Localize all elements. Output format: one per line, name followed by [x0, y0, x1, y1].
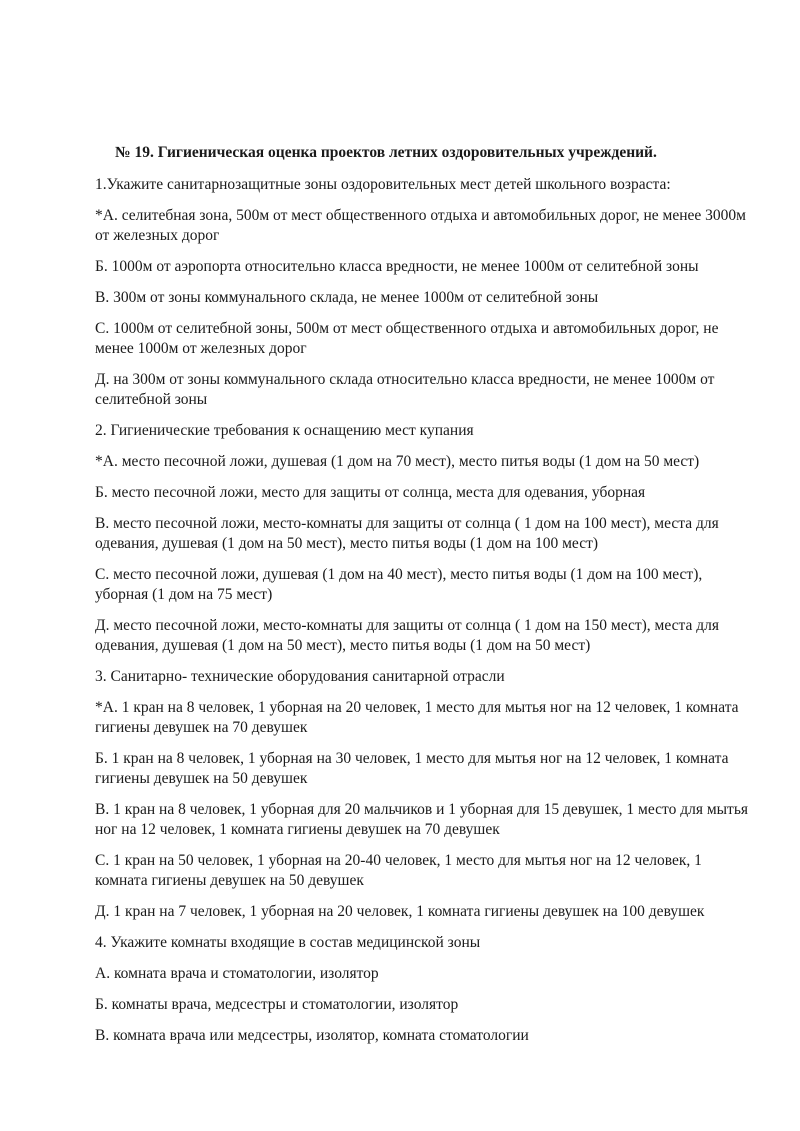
question-3-option-a: *А. 1 кран на 8 человек, 1 уборная на 20 человек, 1 место для мытья ног на 12 человек, 1 комната гигиены девушек на 70 девушек: [95, 699, 739, 736]
document-title: № 19. Гигиеническая оценка проектов летних оздоровительных учреждений.: [115, 144, 657, 161]
question-2-option-v: В. место песочной ложи, место-комнаты для защиты от солнца ( 1 дом на 100 мест), места для одевания, душевая (1 дом на 50 мест), место питья воды (1 дом на 100 мест): [95, 515, 719, 552]
question-2-option-d: Д. место песочной ложи, место-комнаты для защиты от солнца ( 1 дом на 150 мест), места для одевания, душевая (1 дом на 50 мест), место питья воды (1 дом на 50 мест): [95, 617, 719, 654]
question-1-option-d: Д. на 300м от зоны коммунального склада относительно класса вредности, не менее 1000м от селитебной зоны: [95, 371, 715, 408]
question-1-option-b: Б. 1000м от аэропорта относительно класса вредности, не менее 1000м от селитебной зоны: [95, 258, 699, 275]
question-4-option-v: В. комната врача или медсестры, изолятор, комната стоматологии: [95, 1027, 529, 1044]
question-3-option-d: Д. 1 кран на 7 человек, 1 уборная на 20 человек, 1 комната гигиены девушек на 100 девушек: [95, 903, 705, 920]
document-page: [95, 143, 755, 1057]
question-3-option-b: Б. 1 кран на 8 человек, 1 уборная на 30 человек, 1 место для мытья ног на 12 человек, 1 комната гигиены девушек на 50 девушек: [95, 750, 729, 787]
question-2-option-a: *А. место песочной ложи, душевая (1 дом на 70 мест), место питья воды (1 дом на 50 мест): [95, 453, 700, 470]
question-4: 4. Укажите комнаты входящие в состав медицинской зоны: [95, 934, 481, 951]
question-1-option-v: В. 300м от зоны коммунального склада, не менее 1000м от селитебной зоны: [95, 289, 599, 306]
question-1-option-a: *А. селитебная зона, 500м от мест общественного отдыха и автомобильных дорог, не менее 3000м от железных дорог: [95, 207, 746, 244]
question-2: 2. Гигиенические требования к оснащению мест купания: [95, 422, 474, 439]
question-4-option-a: А. комната врача и стоматологии, изолятор: [95, 965, 379, 982]
question-1-option-s: С. 1000м от селитебной зоны, 500м от мест общественного отдыха и автомобильных дорог, не менее 1000м от железных дорог: [95, 320, 719, 357]
question-3-option-s: С. 1 кран на 50 человек, 1 уборная на 20-40 человек, 1 место для мытья ног на 12 человек, 1 комната гигиены девушек на 50 девушек: [95, 852, 702, 889]
question-4-option-b: Б. комнаты врача, медсестры и стоматологии, изолятор: [95, 996, 459, 1013]
question-1: 1.Укажите санитарнозащитные зоны оздоровительных мест детей школьного возраста:: [95, 176, 671, 193]
question-2-option-b: Б. место песочной ложи, место для защиты от солнца, места для одевания, уборная: [95, 484, 646, 501]
question-3-option-v: В. 1 кран на 8 человек, 1 уборная для 20 мальчиков и 1 уборная для 15 девушек, 1 место для мытья ног на 12 человек, 1 комната гигиены девушек на 70 девушек: [95, 801, 749, 838]
question-2-option-s: С. место песочной ложи, душевая (1 дом на 40 мест), место питья воды (1 дом на 100 мест), уборная (1 дом на 75 мест): [95, 566, 703, 603]
question-3: 3. Санитарно- технические оборудования санитарной отрасли: [95, 668, 505, 685]
